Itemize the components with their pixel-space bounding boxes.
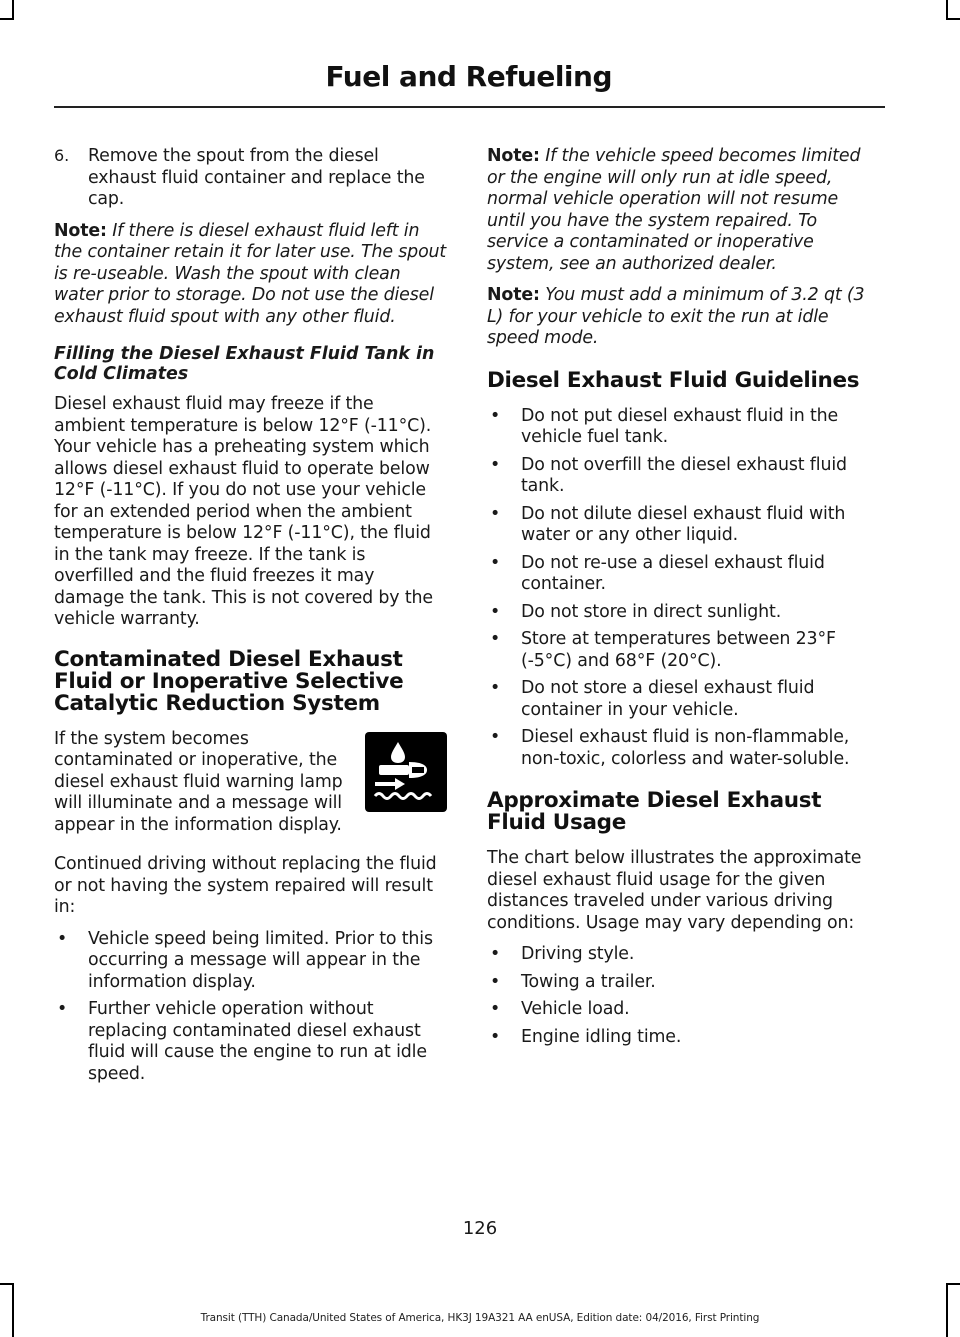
page-number: 126 <box>462 1218 498 1239</box>
step-6 <box>54 146 447 211</box>
usage-heading: Approximate Diesel Exhaust Fluid Usage <box>487 788 822 835</box>
cold-climates-paragraph: Diesel exhaust fluid may freeze if the ambient temperature is below 12°F (-11°C). Your vehicle has a preheating system which allows diesel exhaust fluid to operate below 12°F (-11°C). If you do not use your vehicle for an extended period when the ambient temperature is below 12°F (-11°C), the fluid in the tank may freeze. If the tank is overfilled and the fluid freezes it may damage the tank. This is not covered by the vehicle warranty. <box>54 394 433 629</box>
note-paragraph <box>487 285 880 350</box>
list-item-text: Diesel exhaust fluid is non-flammable, non-toxic, colorless and water-soluble. <box>521 727 850 769</box>
list-item-text: Do not dilute diesel exhaust fluid with water or any other liquid. <box>521 503 846 545</box>
list-item-text: Vehicle load. <box>521 999 630 1019</box>
bullet: • <box>490 552 501 573</box>
list-item-text: Driving style. <box>521 944 635 964</box>
bullet: • <box>490 971 501 992</box>
list-item-text: Engine idling time. <box>521 1026 682 1047</box>
list-item-text: Do not put diesel exhaust fluid in the vehicle fuel tank. <box>521 405 839 447</box>
page-title: Fuel and Refueling <box>325 60 612 93</box>
bullet: • <box>490 405 501 426</box>
note-label: Note: <box>487 285 540 305</box>
list-item-text: Further vehicle operation without replacing contaminated diesel exhaust fluid will cause the engine to run at idle speed. <box>88 999 427 1084</box>
contaminated-def-heading: Contaminated Diesel Exhaust Fluid or Inoperative Selective Catalytic Reduction System <box>54 646 404 716</box>
list-item <box>54 999 447 1085</box>
guidelines-heading: Diesel Exhaust Fluid Guidelines <box>487 367 860 393</box>
list-item-text: Towing a trailer. <box>521 971 656 992</box>
crop-mark <box>0 1283 14 1285</box>
list-item-text: Do not store in direct sunlight. <box>521 601 782 622</box>
bullet: • <box>490 454 501 475</box>
list-item <box>487 999 880 1021</box>
bullet: • <box>57 999 68 1019</box>
continued-driving-paragraph: Continued driving without replacing the fluid or not having the system repaired will result in: <box>54 854 437 917</box>
list-item <box>487 455 880 498</box>
bullet: • <box>490 601 501 622</box>
list-item <box>487 727 880 770</box>
list-item <box>487 629 880 672</box>
bullet: • <box>490 1026 501 1047</box>
crop-mark <box>946 18 960 20</box>
usage-factors-list <box>487 944 880 1048</box>
note-label: Note: <box>487 146 540 166</box>
contaminated-block <box>54 729 447 837</box>
bullet: • <box>490 629 501 649</box>
cold-climates-heading: Filling the Diesel Exhaust Fluid Tank in Cold Climates <box>54 344 435 384</box>
step-number: 6. <box>54 146 70 165</box>
usage-paragraph: The chart below illustrates the approximate diesel exhaust fluid usage for the given distances traveled under various driving conditions. Usage may vary depending on: <box>487 848 862 933</box>
list-item <box>487 944 880 966</box>
note-paragraph <box>54 221 447 329</box>
crop-mark <box>946 0 948 20</box>
list-item <box>487 678 880 721</box>
contaminated-paragraph: If the system becomes contaminated or inoperative, the diesel exhaust fluid warning lamp will illuminate and a message will appear in the information display. <box>54 728 343 835</box>
crop-mark <box>946 1283 960 1285</box>
diesel-exhaust-fluid-warning-icon <box>365 732 447 812</box>
list-item-text: Vehicle speed being limited. Prior to this occurring a message will appear in the information display. <box>88 928 433 992</box>
list-item <box>487 504 880 547</box>
note-text: You must add a minimum of 3.2 qt (3 L) for your vehicle to exit the run at idle speed mode. <box>487 285 865 348</box>
crop-mark <box>12 1283 14 1337</box>
bullet: • <box>490 503 501 524</box>
bullet: • <box>490 944 501 964</box>
list-item <box>487 406 880 449</box>
crop-mark <box>946 1283 948 1337</box>
list-item <box>487 972 880 994</box>
list-item-text: Store at temperatures between 23°F (-5°C) and 68°F (20°C). <box>521 629 836 671</box>
bullet: • <box>490 727 501 747</box>
list-item-text: Do not store a diesel exhaust fluid container in your vehicle. <box>521 678 815 720</box>
right-column <box>487 146 880 1054</box>
list-item-text: Do not re-use a diesel exhaust fluid container. <box>521 552 825 594</box>
crop-mark <box>12 0 14 20</box>
note-label: Note: <box>54 220 107 241</box>
crop-mark <box>0 18 14 20</box>
guidelines-list <box>487 406 880 771</box>
note-text: If the vehicle speed becomes limited or the engine will only run at idle speed, normal vehicle operation will not resume until you have the system repaired. To service a contaminated or inoperative system, see an authorized dealer. <box>487 146 861 274</box>
list-item <box>487 1027 880 1049</box>
list-item <box>487 602 880 624</box>
bullet: • <box>490 678 501 698</box>
bullet: • <box>57 928 68 949</box>
consequences-list <box>54 929 447 1086</box>
note-text: If there is diesel exhaust fluid left in the container retain it for later use. The spout is re-useable. Wash the spout with clean water prior to storage. Do not use the diesel exhaust fluid spout with any other fluid. <box>54 220 447 327</box>
list-item <box>54 929 447 994</box>
step-text: Remove the spout from the diesel exhaust fluid container and replace the cap. <box>88 146 425 209</box>
list-item-text: Do not overfill the diesel exhaust fluid tank. <box>521 454 847 496</box>
footer-edition-info: Transit (TTH) Canada/United States of America, HK3J 19A321 AA enUSA, Edition date: 04/2016, First Printing <box>200 1312 760 1324</box>
left-column <box>54 146 447 1091</box>
note-paragraph <box>487 146 880 275</box>
header-divider <box>54 106 885 108</box>
list-item <box>487 553 880 596</box>
bullet: • <box>490 999 501 1019</box>
